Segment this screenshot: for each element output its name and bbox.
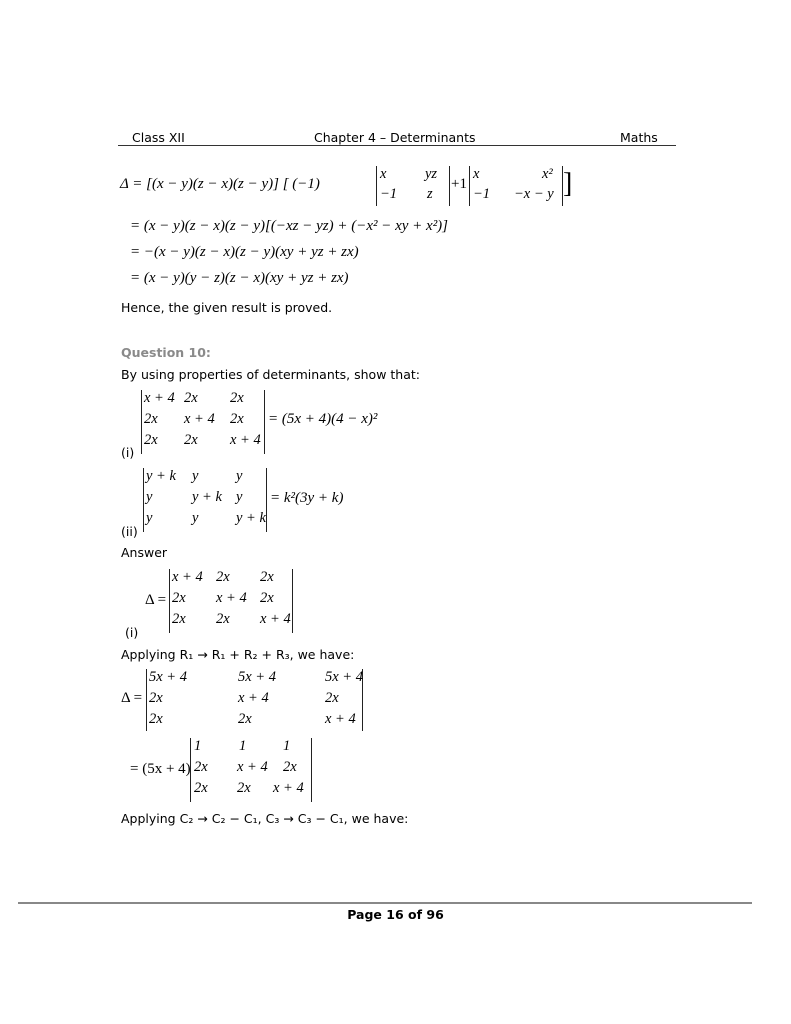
answer-determinant-2: 5x + 4 5x + 4 5x + 4 2x x + 4 2x 2x 2x x + 4 [146,669,363,731]
header-subject: Maths [620,130,658,145]
answer-delta-2: Δ = [121,690,143,706]
step-2-text: Applying C₂ → C₂ − C₁, C₃ → C₃ − C₁, we have: [121,811,409,826]
answer-delta-1: Δ = [145,592,167,608]
part-i-determinant: x + 4 2x 2x 2x x + 4 2x 2x 2x x + 4 [141,390,265,454]
equation-line-2: = (x − y)(z − x)(z − y)[(−xz − yz) + (−x² − xy + x²)] [130,218,449,234]
answer-part-label: (i) [125,625,139,640]
determinant-b: x x² −1 −x − y [469,166,563,206]
part-i-rhs: = (5x + 4)(4 − x)² [268,411,378,427]
answer-heading: Answer [121,545,168,560]
equation-line-1-mid: +1 [451,176,467,192]
footer-divider [18,902,752,904]
answer-determinant-1: x + 4 2x 2x 2x x + 4 2x 2x 2x x + 4 [169,569,293,633]
equation-line-1-prefix: Δ = [(x − y)(z − x)(z − y)] [ (−1) [120,176,320,192]
part-ii-rhs: = k²(3y + k) [270,490,344,506]
factor-prefix: = (5x + 4) [130,761,191,777]
header-class: Class XII [132,130,185,145]
answer-determinant-3: 1 1 1 2x x + 4 2x 2x 2x x + 4 [190,738,312,802]
step-1-text: Applying R₁ → R₁ + R₂ + R₃, we have: [121,647,355,662]
header-chapter: Chapter 4 – Determinants [314,130,476,145]
equation-line-4: = (x − y)(y − z)(z − x)(xy + yz + zx) [130,270,349,286]
determinant-a: x yz −1 z [376,166,450,206]
part-ii-determinant: y + k y y y y + k y y y y + k [143,468,267,532]
equation-line-3: = −(x − y)(z − x)(z − y)(xy + yz + zx) [130,244,359,260]
header-divider [118,145,676,146]
equation-line-1-suffix: ] [563,168,573,199]
question-title: Question 10: [121,345,211,360]
part-ii-label: (ii) [121,524,138,539]
question-prompt: By using properties of determinants, show that: [121,367,420,382]
page-number: Page 16 of 96 [347,907,444,922]
conclusion-text: Hence, the given result is proved. [121,300,333,315]
part-i-label: (i) [121,445,135,460]
